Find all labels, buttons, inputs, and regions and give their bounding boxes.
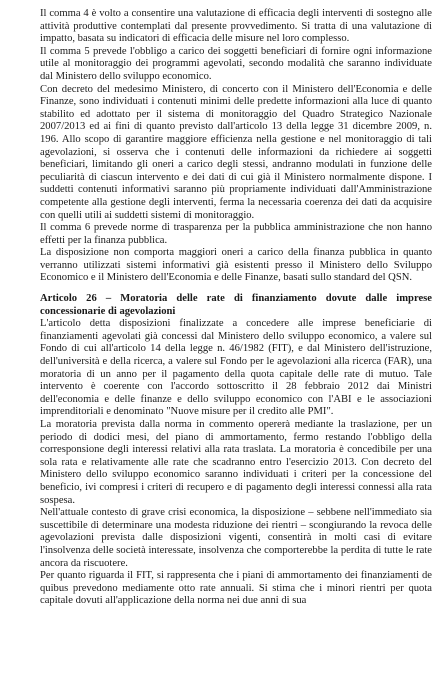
paragraph-moratoria: La moratoria prevista dalla norma in commento opererà mediante la traslazione, per un periodo di dodici mesi, del piano di ammortamento, fermo restando l'obbligo della corresponsione degli interessi relativi alla rata traslata. La moratoria è concedibile per una sola rata e relativamente alle rate che scadranno entro l'esercizio 2013. Con decreto del Ministero dello sviluppo economico saranno individuati i criteri per la concessione del beneficio, ivi compresi i criteri di recupero e di pagamento degli interessi connessi alla rata sospesa. — [40, 419, 432, 506]
paragraph-comma-6: Il comma 6 prevede norme di trasparenza per la pubblica amministrazione che non hanno effetti per la finanza pubblica. — [40, 222, 432, 246]
article-heading: Articolo 26 – Moratoria delle rate di finanziamento dovute dalle imprese concessionarie di agevolazioni — [40, 293, 432, 317]
paragraph-articolo: L'articolo detta disposizioni finalizzate a concedere alle imprese beneficiarie di finanziamenti agevolati già concessi dal Ministero dello sviluppo economico, a valere sul Fondo di cui all'articolo 14 della legge n. 46/1982 (FIT), e dal Ministero dell'istruzione, dell'università e della ricerca, a valere sul Fondo per le agevolazioni alla ricerca (FAR), una moratoria di un anno per il pagamento della quota capitale delle rate di mutuo. Tale intervento è coerente con l'accordo sottoscritto il 28 febbraio 2012 dai Ministri dell'economia e delle finanze e dello sviluppo economico con l'ABI e le associazioni imprenditoriali e denominato "Nuove misure per il credito alle PMI". — [40, 318, 432, 418]
paragraph-comma-5: Il comma 5 prevede l'obbligo a carico dei soggetti beneficiari di fornire ogni informazione utile al monitoraggio dei programmi agevolati, secondo modalità che saranno individuate dal Ministero dello sviluppo economico. — [40, 45, 432, 82]
document-body — [40, 8, 432, 608]
paragraph-decreto: Con decreto del medesimo Ministero, di concerto con il Ministero dell'Economia e delle Finanze, sono individuati i contenuti minimi delle predette informazioni alla luce di quanto stabilito ed adottato per il sistema di monitoraggio del Quadro Strategico Nazionale 2007/2013 ed ai fini di quanto previsto dall'articolo 13 della legge 31 dicembre 2009, n. 196. Allo scopo di garantire maggiore efficienza nella gestione e nel monitoraggio di tali agevolazioni, si osserva che i contenuti delle informazioni da richiedere ai soggetti beneficiari, limitando gli oneri a carico degli stessi, andranno modulati in funzione delle peculiarità di ciascun intervento e dei dati di cui già il Ministero normalmente dispone. I suddetti contenuti informativi saranno più propriamente individuati dall'Amministrazione competente alla gestione degli interventi, ferma la necessaria coerenza dei dati da acquisire con quelli utili ai suddetti sistemi di monitoraggio. — [40, 83, 432, 221]
paragraph-crisi: Nell'attuale contesto di grave crisi economica, la disposizione – sebbene nell'immediato sia suscettibile di determinare una modesta riduzione dei rientri – scongiurando la revoca delle agevolazioni prevista dalle disposizioni vigenti, consentirà in molti casi di evitare l'insolvenza delle società interessate, insolvenza che comporterebbe la perdita di tutte le rate ancora da riscuotere. — [40, 507, 432, 569]
paragraph-comma-4: Il comma 4 è volto a consentire una valutazione di efficacia degli interventi di sostegno alle attività produttive contemplati dal presente provvedimento. Si tratta di una valutazione di impatto, basata su indicatori di efficacia delle misure nel loro complesso. — [40, 8, 432, 45]
paragraph-fit: Per quanto riguarda il FIT, si rappresenta che i piani di ammortamento dei finanziamenti de quibus prevedono mediamente otto rate annuali. Si stima che i minori rientri per quota capitale dovuti all'applicazione della norma nei due anni di sua — [40, 570, 432, 607]
paragraph-oneri: La disposizione non comporta maggiori oneri a carico della finanza pubblica in quanto verranno utilizzati sistemi informativi già esistenti presso il Ministero dello Sviluppo Economico e il Ministero dell'Economia e delle Finanze, basati sullo standard del QSN. — [40, 247, 432, 284]
